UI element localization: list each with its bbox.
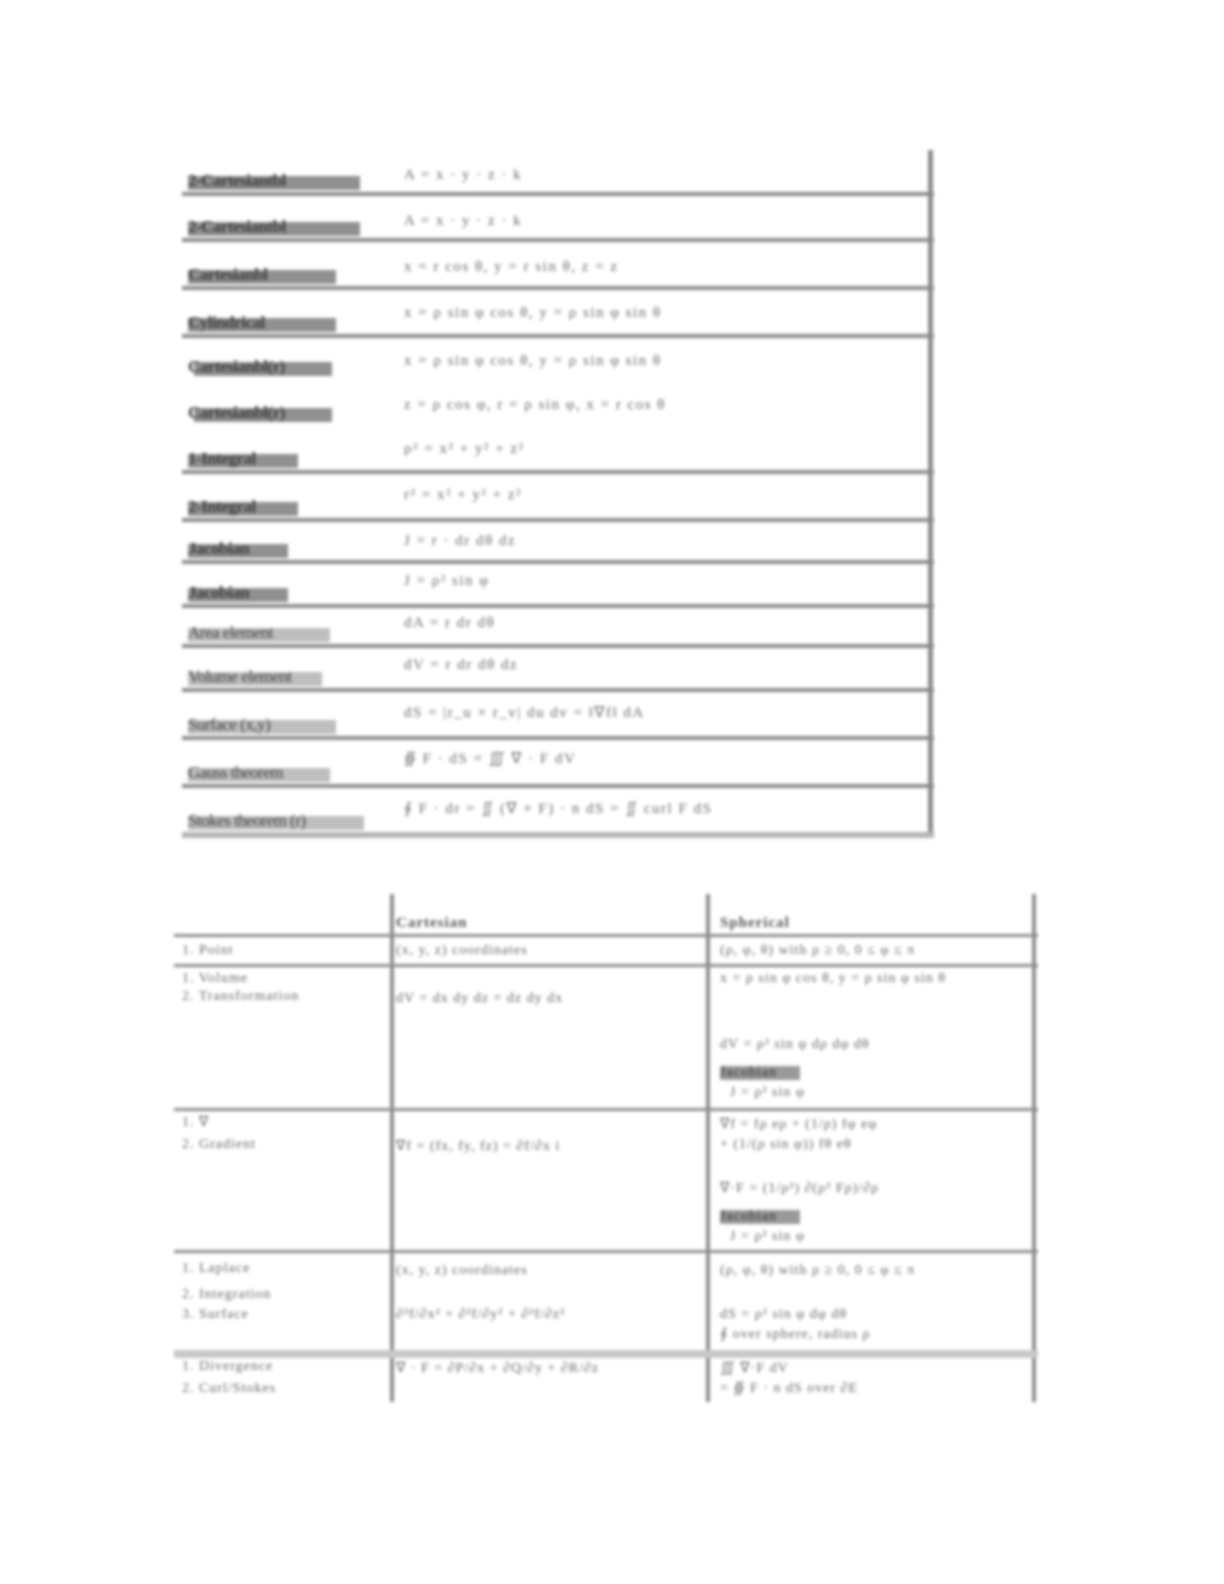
spherical-cell: (ρ, φ, θ) with ρ ≥ 0, 0 ≤ φ ≤ π [720,943,916,958]
term-cell: Cartesianbl(r) [188,404,378,422]
cartesian-cell: ∂²f/∂x² + ∂²f/∂y² + ∂²f/∂z² [396,1307,566,1322]
table-row [182,608,934,648]
definition-cell: ∮ F · dr = ∬ (∇ × F) · n dS = ∬ curl F dS [404,801,713,817]
spherical-cell: ∇·F = (1/ρ²) ∂(ρ² Fρ)/∂ρ [720,1181,880,1196]
row-label: 2. Transformation [182,989,300,1004]
spherical-cell: J = ρ² sin φ [730,1085,805,1100]
term-cell: Area element [188,624,378,642]
row-divider [174,1250,1038,1253]
term-cell: Cylindrical [188,314,378,332]
definition-cell: dA = r dr dθ [404,615,496,631]
column-header: Spherical [720,915,790,931]
definition-cell: dS = |r_u × r_v| du dv = ‖∇f‖ dA [404,705,645,721]
definition-cell: x = ρ sin φ cos θ, y = ρ sin φ sin θ [404,305,662,321]
spherical-cell: Jacobian [720,1065,777,1080]
table-row [182,150,934,196]
term-cell: Jacobian [188,540,378,558]
spherical-cell: dV = ρ² sin φ dρ dφ dθ [720,1037,870,1052]
spherical-cell: ∇f = fρ eρ + (1/ρ) fφ eφ [720,1117,878,1132]
row-label: 2. Gradient [182,1137,256,1152]
term-cell: 2-Cartesiantbl [188,172,378,190]
row-label: 3. Surface [182,1307,249,1322]
term-cell: Volume element [188,668,378,686]
row-label: 1. ∇ [182,1115,210,1130]
term-cell: Jacobian [188,584,378,602]
row-divider [174,934,1038,937]
cartesian-cell: (x, y, z) coordinates [396,943,528,958]
column-header: Cartesian [396,915,468,931]
table-row [182,474,934,522]
spherical-cell: ∮ over sphere, radius ρ [720,1327,871,1342]
definition-cell: ∯ F · dS = ∭ ∇ · F dV [404,751,577,767]
table-row [182,522,934,564]
cartesian-cell: ∇ · F = ∂P/∂x + ∂Q/∂y + ∂R/∂z [396,1361,600,1376]
row-label: 1. Divergence [182,1359,274,1374]
row-label: 2. Integration [182,1287,272,1302]
row-label: 1. Point [182,943,234,958]
table-row [182,648,934,692]
definition-cell: A = x · y · z · k [404,167,523,183]
table-row [182,338,934,482]
comparison-table [174,894,1038,1402]
term-cell: Surface (x,y) [188,716,378,734]
row-label: 2. Curl/Stokes [182,1381,277,1396]
row-divider [174,964,1038,967]
cartesian-cell: dV = dx dy dz = dz dy dx [396,991,564,1006]
definition-cell: x = r cos θ, y = r sin θ, z = z [404,259,619,275]
spherical-cell: dS = ρ² sin φ dφ dθ [720,1307,848,1322]
spherical-cell: = ∯ F · n dS over ∂E [720,1381,859,1396]
table-row [182,290,934,338]
term-cell: Gauss theorem [188,764,378,782]
row-divider [174,1108,1038,1111]
row-label: 1. Laplace [182,1261,251,1276]
spherical-cell: Jacobian [720,1209,777,1224]
column-divider [706,894,710,1402]
term-cell: Stokes theorem (r) [188,812,378,830]
term-cell: 1-Integral [188,450,378,468]
term-cell: Cartesianbl(r) [188,358,378,376]
term-cell: 2-Integral [188,498,378,516]
definition-cell: r² = x² + y² + z² [404,487,523,503]
spherical-cell: ∭ ∇·F dV [720,1361,789,1376]
definition-cell: J = r · dr dθ dz [404,533,517,549]
table-row [182,242,934,290]
table-row [182,740,934,788]
cartesian-cell: ∇f = (fx, fy, fz) = ∂f/∂x i [396,1139,561,1154]
term-cell: 2-Cartesiantbl [188,218,378,236]
spherical-cell: x = ρ sin φ cos θ, y = ρ sin φ sin θ [720,971,947,986]
table-row [182,788,934,838]
spherical-cell: + (1/(ρ sin φ)) fθ eθ [720,1137,852,1152]
row-divider [174,1350,1038,1358]
spherical-cell: J = ρ² sin φ [730,1229,805,1244]
column-divider [390,894,394,1402]
table-row [182,196,934,242]
cartesian-cell: (x, y, z) coordinates [396,1263,528,1278]
table-row [182,692,934,740]
table-right-border [1032,894,1036,1402]
definition-cell: J = ρ² sin φ [404,573,490,589]
definitions-table [182,150,934,836]
definition-cell: ρ² = x² + y² + z² [404,441,525,457]
spherical-cell: (ρ, φ, θ) with ρ ≥ 0, 0 ≤ φ ≤ π [720,1263,916,1278]
definition-cell: A = x · y · z · k [404,213,523,229]
table-row [182,564,934,608]
definition-cell: x = ρ sin φ cos θ, y = ρ sin φ sin θ [404,353,662,369]
row-label: 1. Volume [182,971,249,986]
definition-cell: dV = r dr dθ dz [404,657,519,673]
definition-cell: z = ρ cos φ, r = ρ sin φ, x = r cos θ [404,397,666,413]
term-cell: Cartesianbl [188,266,378,284]
